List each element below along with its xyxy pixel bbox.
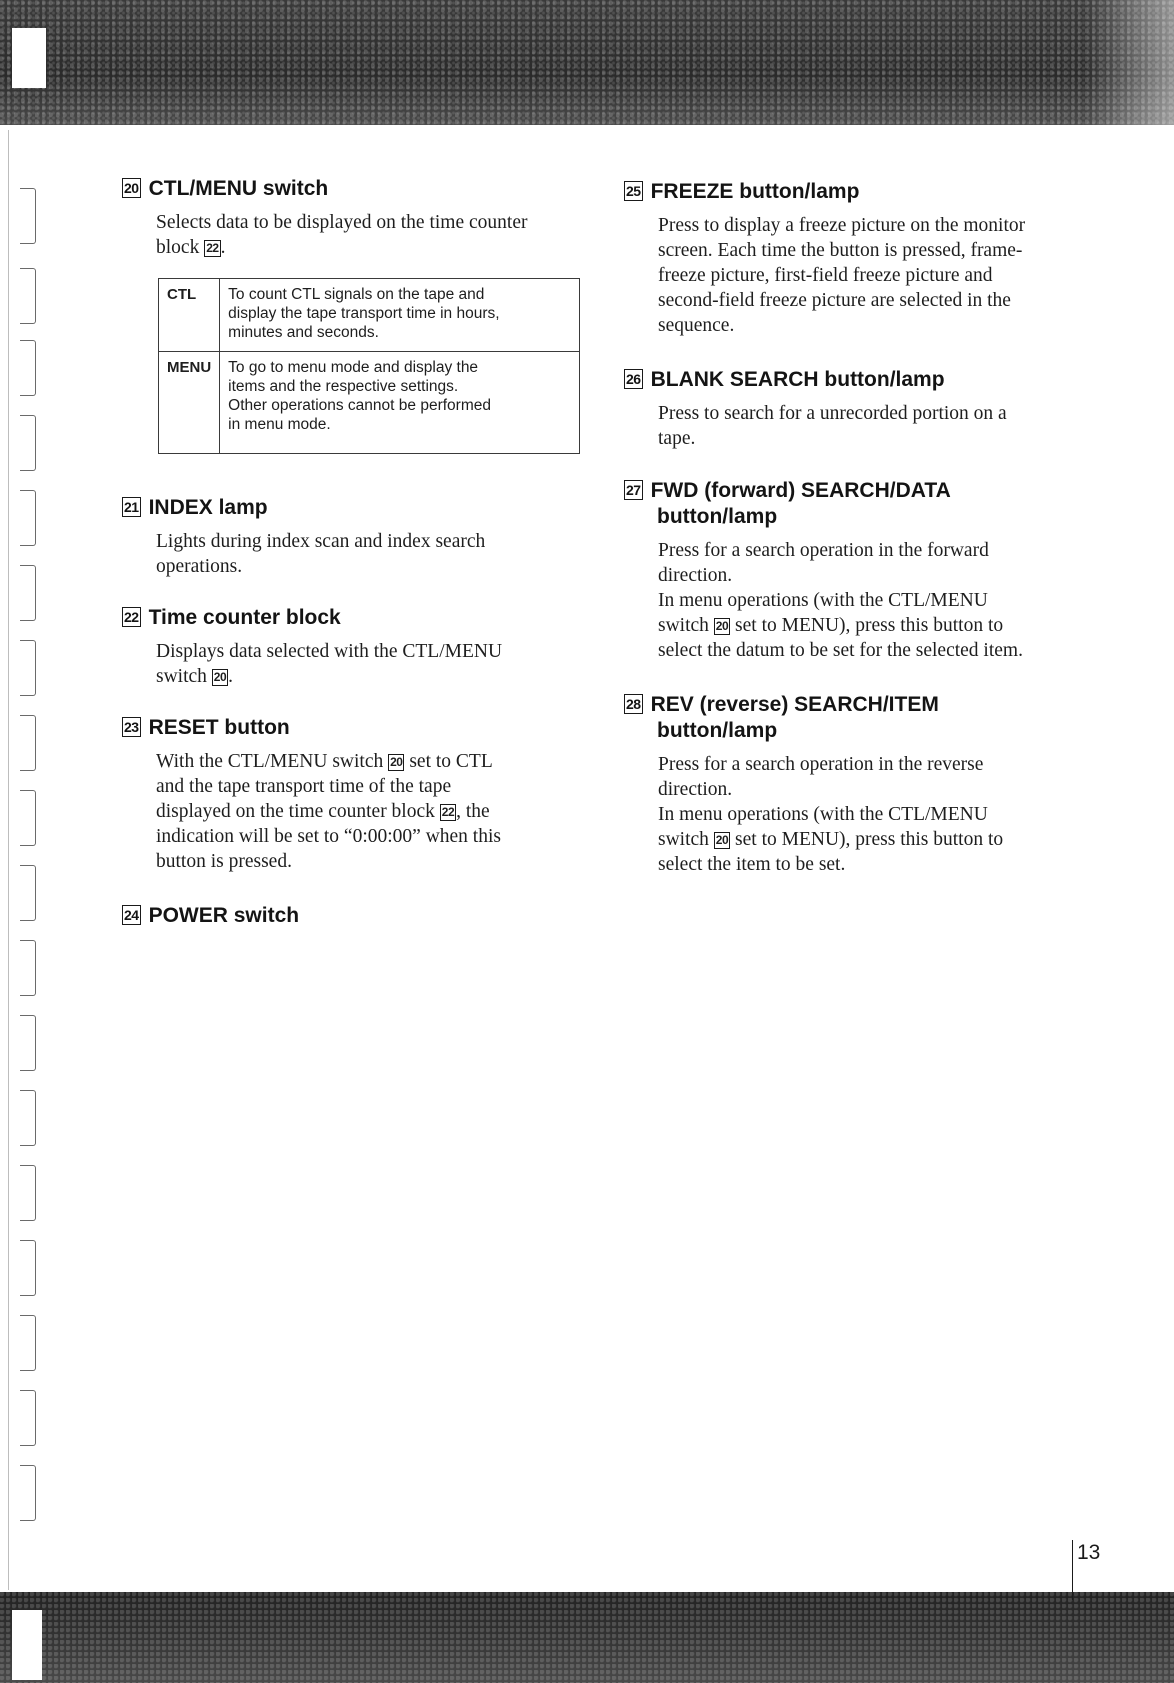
- cell-line: items and the respective settings.: [228, 378, 459, 395]
- body-line: [156, 664, 502, 689]
- section-number: 26: [626, 371, 641, 387]
- body-text: switch: [156, 666, 212, 687]
- body-text: switch: [658, 615, 714, 636]
- section-title-continued: button/lamp: [657, 505, 778, 528]
- section-23-body: [156, 749, 501, 874]
- section-27-heading: [624, 478, 951, 530]
- section-27-body: [658, 538, 1023, 663]
- body-text: set to MENU), press this button to: [730, 615, 1004, 636]
- table-description-cell: [220, 352, 580, 454]
- cell-line: Other operations cannot be performed: [228, 397, 491, 414]
- body-line: direction.: [658, 565, 733, 586]
- section-number: 28: [626, 696, 641, 712]
- section-21-body: [156, 529, 485, 579]
- body-line: indication will be set to “0:00:00” when this: [156, 826, 501, 847]
- body-line: button is pressed.: [156, 851, 292, 872]
- section-25-body: [658, 213, 1025, 338]
- section-23-heading: [122, 715, 290, 741]
- section-number: 20: [124, 180, 139, 196]
- reference-number: 20: [715, 619, 729, 633]
- section-28-body: [658, 752, 1003, 877]
- cell-line: in menu mode.: [228, 416, 331, 433]
- punctuation: .: [228, 666, 234, 687]
- body-text: displayed on the time counter block: [156, 801, 440, 822]
- section-number: 27: [626, 482, 641, 498]
- body-line: Displays data selected with the CTL/MENU: [156, 641, 503, 662]
- body-text: With the CTL/MENU switch: [156, 751, 389, 772]
- body-text: switch: [658, 829, 714, 850]
- section-title: CTL/MENU switch: [148, 177, 329, 200]
- bottom-scan-band: [0, 1592, 1174, 1683]
- body-line: select the datum to be set for the selected item.: [658, 640, 1023, 661]
- cell-line: To go to menu mode and display the: [228, 359, 479, 376]
- table-key-cell: CTL: [159, 279, 220, 352]
- section-number: 21: [124, 499, 139, 515]
- body-line: freeze picture, first-field freeze picture and: [658, 265, 993, 286]
- binder-hole: [20, 340, 36, 396]
- body-line: second-field freeze picture are selected in the: [658, 290, 1011, 311]
- body-line: [156, 799, 501, 824]
- body-line: select the item to be set.: [658, 854, 846, 875]
- page-number: 13: [1072, 1540, 1100, 1600]
- table-row: [159, 352, 580, 454]
- section-number: 25: [626, 183, 641, 199]
- binder-hole: [20, 415, 36, 471]
- binder-hole: [20, 1465, 36, 1521]
- body-line: [156, 749, 501, 774]
- reference-number: 22: [206, 241, 219, 255]
- body-line: direction.: [658, 779, 733, 800]
- binder-hole: [20, 715, 36, 771]
- binder-hole: [20, 865, 36, 921]
- body-line: In menu operations (with the CTL/MENU: [658, 804, 988, 825]
- table-row: [159, 279, 580, 352]
- binder-hole: [20, 1240, 36, 1296]
- binder-hole: [20, 940, 36, 996]
- section-number: 24: [124, 907, 139, 923]
- top-index-tab: [12, 28, 46, 88]
- section-title: FWD (forward) SEARCH/DATA: [650, 479, 951, 502]
- section-number: 23: [124, 719, 139, 735]
- binder-hole: [20, 565, 36, 621]
- section-number: 22: [124, 609, 139, 625]
- body-text: set to MENU), press this button to: [730, 829, 1004, 850]
- cell-line: minutes and seconds.: [228, 324, 379, 341]
- section-22-body: [156, 639, 502, 689]
- body-text: block: [156, 237, 205, 258]
- body-line: Press for a search operation in the forward: [658, 540, 989, 561]
- body-line: Lights during index scan and index search: [156, 531, 486, 552]
- body-line: Press to display a freeze picture on the monitor: [658, 215, 1026, 236]
- binder-hole: [20, 790, 36, 846]
- section-title: BLANK SEARCH button/lamp: [650, 368, 945, 391]
- section-22-heading: [122, 605, 341, 631]
- body-text: set to CTL: [404, 751, 493, 772]
- body-text: , the: [456, 801, 490, 822]
- section-24-heading: [122, 903, 299, 929]
- binder-margin-line: [8, 130, 9, 1590]
- section-title: RESET button: [148, 716, 290, 739]
- table-key-cell: MENU: [159, 352, 220, 454]
- section-title: INDEX lamp: [148, 496, 268, 519]
- body-line: Press to search for a unrecorded portion on a: [658, 403, 1007, 424]
- section-28-heading: [624, 692, 939, 744]
- body-line: sequence.: [658, 315, 735, 336]
- body-line: [156, 235, 527, 260]
- section-20-body: [156, 210, 527, 260]
- binder-hole: [20, 490, 36, 546]
- body-line: screen. Each time the button is pressed, frame-: [658, 240, 1023, 261]
- ctl-menu-table: [158, 278, 580, 454]
- reference-number: 22: [441, 805, 455, 819]
- reference-number: 20: [390, 755, 403, 769]
- binder-hole: [20, 1090, 36, 1146]
- binder-hole: [20, 188, 36, 244]
- punctuation: .: [220, 237, 226, 258]
- binder-hole: [20, 268, 36, 324]
- section-title: REV (reverse) SEARCH/ITEM: [650, 693, 939, 716]
- cell-line: display the tape transport time in hours,: [228, 305, 500, 322]
- section-26-heading: [624, 367, 945, 393]
- reference-number: 20: [715, 833, 729, 847]
- section-title: FREEZE button/lamp: [650, 180, 860, 203]
- body-line: operations.: [156, 556, 243, 577]
- section-title: POWER switch: [148, 904, 300, 927]
- body-line: Press for a search operation in the reverse: [658, 754, 984, 775]
- binder-hole: [20, 640, 36, 696]
- body-line: and the tape transport time of the tape: [156, 776, 452, 797]
- section-25-heading: [624, 179, 859, 205]
- section-26-body: [658, 401, 1007, 451]
- section-title-continued: button/lamp: [657, 719, 778, 742]
- body-line: Selects data to be displayed on the time counter: [156, 212, 528, 233]
- body-line: tape.: [658, 428, 696, 449]
- reference-number: 20: [213, 670, 227, 684]
- body-line: [658, 613, 1023, 638]
- binder-hole: [20, 1390, 36, 1446]
- cell-line: To count CTL signals on the tape and: [228, 286, 485, 303]
- section-21-heading: [122, 495, 268, 521]
- body-line: In menu operations (with the CTL/MENU: [658, 590, 988, 611]
- table-description-cell: [220, 279, 580, 352]
- binder-hole: [20, 1315, 36, 1371]
- bottom-index-tab: [12, 1610, 42, 1680]
- binder-hole: [20, 1165, 36, 1221]
- section-20-heading: [122, 176, 328, 202]
- top-scan-band: [0, 0, 1174, 125]
- body-line: [658, 827, 1003, 852]
- binder-hole: [20, 1015, 36, 1071]
- section-title: Time counter block: [148, 606, 341, 629]
